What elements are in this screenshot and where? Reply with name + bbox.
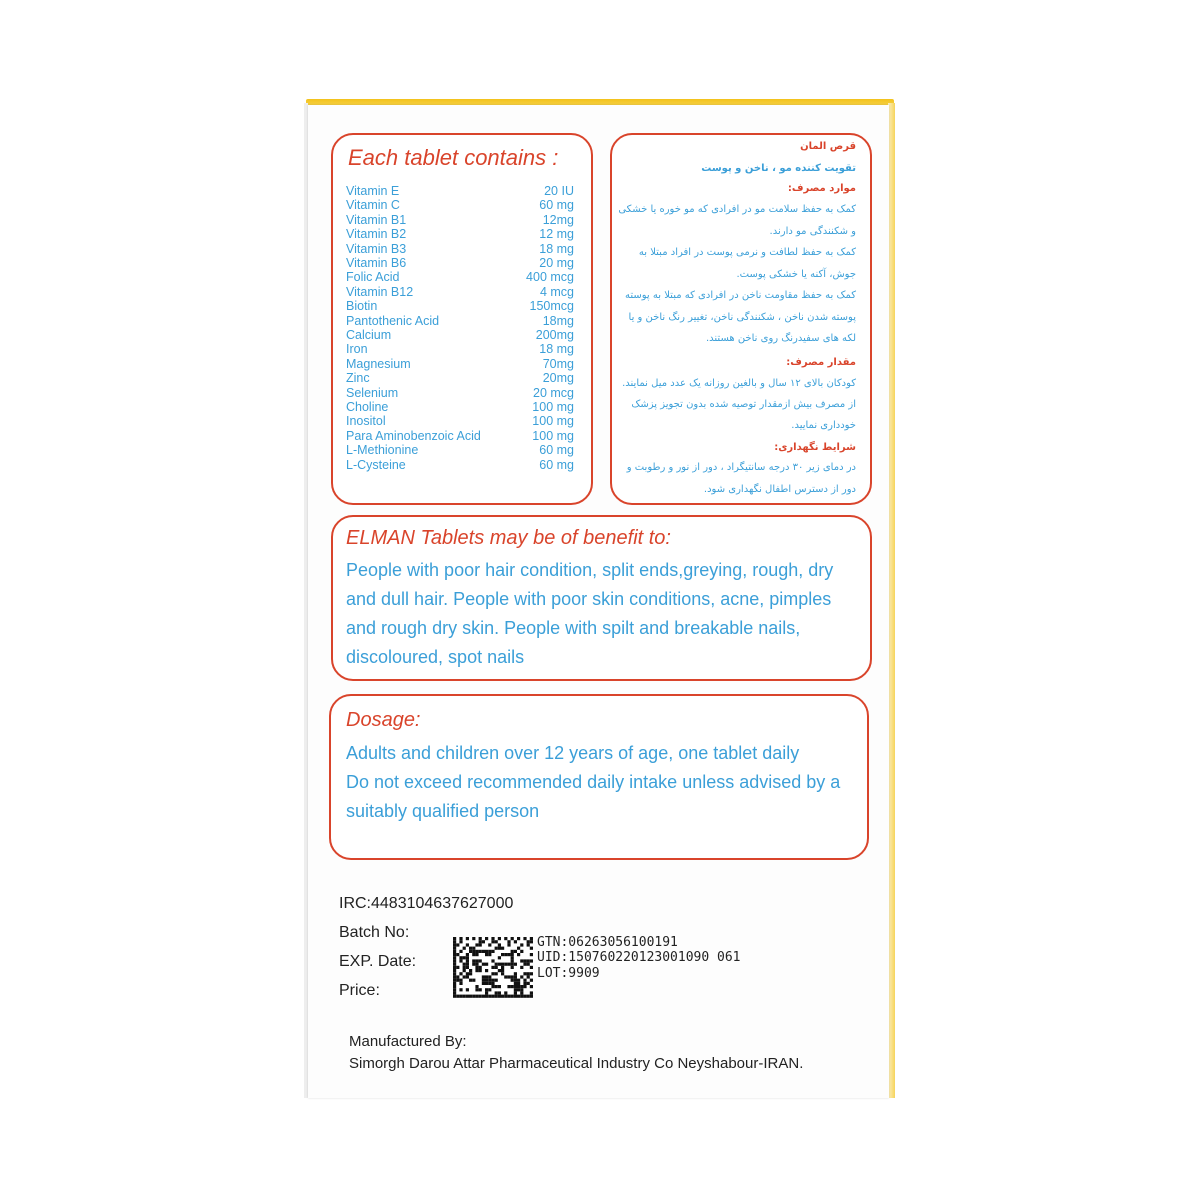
ingredient-amount: 4 mcg: [539, 284, 574, 299]
ingredient-name: Para Aminobenzoic Acid: [346, 428, 481, 443]
ingredient-name: Vitamin B12: [346, 284, 414, 299]
ingredient-amount: 400 mcg: [526, 270, 574, 285]
ingredient-amount: 20 IU: [544, 184, 574, 198]
ingredient-name: Vitamin B3: [346, 241, 407, 256]
ingredient-name: Magnesium: [346, 356, 411, 371]
ingredient-name: Inositol: [346, 414, 386, 429]
gtn-code: GTN:06263056100191: [537, 935, 678, 950]
persian-line: کمک به حفظ سلامت مو در افرادی که مو خوره یا خشکی: [618, 204, 856, 215]
ingredient-amount: 12 mg: [539, 227, 574, 242]
ingredient-amount: 100 mg: [532, 400, 574, 414]
ingredient-name: Biotin: [346, 299, 378, 314]
ingredient-name: Folic Acid: [346, 270, 400, 285]
exp-date-label: EXP. Date:: [339, 953, 417, 970]
ingredient-name: Selenium: [346, 385, 399, 400]
ingredient-name: Vitamin B6: [346, 256, 407, 270]
ingredient-amount: 60 mg: [539, 457, 574, 472]
persian-line: دور از دسترس اطفال نگهداری شود.: [703, 484, 856, 495]
ingredient-name: Vitamin E: [346, 184, 400, 198]
persian-line: از مصرف بیش ازمقدار توصیه شده بدون تجویز پزشک: [631, 399, 856, 410]
box-right-edge: [888, 103, 895, 1098]
price-label: Price:: [339, 982, 380, 999]
persian-line: خودداری نمایید.: [791, 420, 856, 431]
persian-subtitle: تقویت کننده مو ، ناخن و پوست: [701, 163, 856, 174]
persian-line: لکه های سفیدرنگ روی ناخن هستند.: [705, 333, 856, 344]
ingredient-amount: 150mcg: [529, 299, 574, 314]
lot-code: LOT:9909: [537, 966, 600, 981]
ingredient-amount: 18 mg: [539, 342, 574, 357]
ingredient-name: Pantothenic Acid: [346, 313, 440, 328]
datamatrix-barcode: [453, 937, 533, 999]
ingredient-amount: 60 mg: [539, 198, 574, 213]
persian-line: کمک به حفظ لطافت و نرمی پوست در افراد مبتلا به: [638, 247, 856, 258]
ingredient-amount: 70mg: [542, 356, 574, 371]
persian-line: کمک به حفظ مقاومت ناخن در افرادی که مبتلا به پوسته: [625, 290, 856, 301]
persian-line: پوسته شدن ناخن ، شکنندگی ناخن، تغییر رنگ ناخن و یا: [628, 311, 856, 323]
ingredient-name: Iron: [346, 342, 368, 357]
ingredient-name: Vitamin B1: [346, 212, 407, 227]
ingredient-name: L-Cysteine: [346, 457, 406, 472]
persian-title: قرص المان: [800, 141, 856, 152]
ingredient-amount: 60 mg: [539, 443, 574, 458]
dosage-line: Do not exceed recommended daily intake unless advised by a: [346, 772, 841, 792]
ingredient-name: Calcium: [346, 328, 392, 342]
persian-dosage-heading: مقدار مصرف:: [786, 357, 856, 368]
dosage-title: Dosage:: [346, 709, 421, 731]
ingredient-name: Zinc: [346, 371, 370, 386]
ingredient-amount: 20mg: [542, 371, 574, 386]
dosage-line: Adults and children over 12 years of age, one tablet daily: [346, 743, 800, 763]
benefit-line: and rough dry skin. People with spilt and breakable nails,: [346, 618, 801, 638]
ingredient-amount: 20 mcg: [533, 385, 574, 400]
benefit-line: discoloured, spot nails: [346, 647, 525, 667]
ingredient-amount: 18mg: [542, 313, 574, 328]
ingredient-amount: 100 mg: [532, 414, 574, 429]
persian-line: کودکان بالای ۱۲ سال و بالغین روزانه یک عدد میل نمایند.: [622, 378, 856, 389]
ingredient-amount: 200mg: [535, 328, 574, 342]
ingredient-name: Vitamin B2: [346, 227, 407, 242]
ingredient-name: L-Methionine: [346, 443, 419, 458]
ingredient-amount: 12mg: [542, 212, 574, 227]
benefit-line: People with poor hair condition, split ends,greying, rough, dry: [346, 560, 834, 580]
irc-number: IRC:4483104637627000: [339, 895, 514, 912]
batch-label: Batch No:: [339, 924, 410, 941]
persian-line: جوش، آکنه یا خشکی پوست.: [736, 268, 856, 280]
persian-storage-heading: شرایط نگهداری:: [774, 442, 856, 453]
ingredient-name: Vitamin C: [346, 198, 400, 213]
uid-code: UID:150760220123001090 061: [537, 950, 741, 965]
persian-line: در دمای زیر ۳۰ درجه سانتیگراد ، دور از نور و رطوبت و: [626, 462, 856, 473]
benefit-title: ELMAN Tablets may be of benefit to:: [346, 527, 671, 549]
persian-line: و شکنندگی مو دارند.: [769, 225, 856, 237]
persian-uses-heading: موارد مصرف:: [787, 183, 856, 194]
manufacturer-label: Manufactured By:: [349, 1033, 467, 1050]
dosage-line: suitably qualified person: [346, 801, 540, 821]
ingredient-name: Choline: [346, 400, 389, 414]
ingredients-title: Each tablet contains :: [348, 145, 559, 170]
ingredient-amount: 18 mg: [539, 241, 574, 256]
benefit-line: and dull hair. People with poor skin conditions, acne, pimples: [346, 589, 832, 609]
ingredient-amount: 20 mg: [539, 256, 574, 270]
ingredient-amount: 100 mg: [532, 428, 574, 443]
manufacturer-name: Simorgh Darou Attar Pharmaceutical Industry Co Neyshabour-IRAN.: [349, 1055, 804, 1072]
